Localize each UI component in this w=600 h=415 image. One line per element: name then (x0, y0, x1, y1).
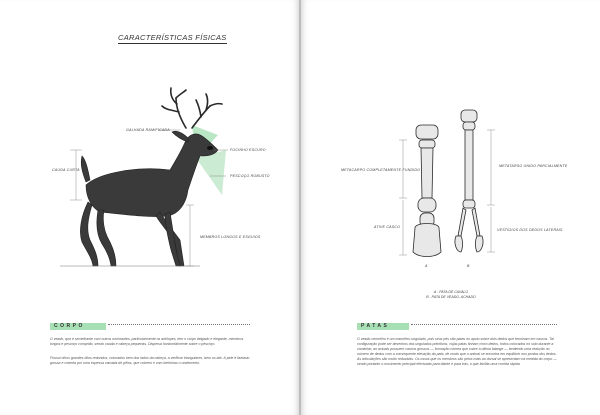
label-metatarso: METATARSO UNIDO PARCIALMENTE (499, 164, 568, 168)
caption-line: A - PATA DE CAVALO (433, 290, 469, 294)
page-title: CARACTERÍSTICAS FÍSICAS (118, 33, 227, 42)
section-header-corpo (50, 323, 106, 330)
label-neck: PESCOÇO ROBUSTO (230, 174, 270, 178)
body-paragraph: Possui olhos grandes bilos redondos, colocados bem dos lados da cabeça, a verificar triangulares, bem os ativ. A pele é fantasio grossa e coberta por uma espessa camada de pêlos, que cobrem e com beirinhas o ondemento. (50, 356, 250, 365)
label-antlers: GALHADA RAMIFICADA (126, 128, 170, 132)
figure-caption (401, 290, 501, 300)
section-divider (108, 323, 250, 325)
label-limbs: MEMBROS LONGOS E ESGUIOS (200, 235, 261, 239)
right-page (301, 0, 600, 415)
label-metacarpo: METACARPO COMPLETAMENTE FUNDIDO (341, 168, 421, 172)
label-tail: CAUDA CURTA (52, 168, 80, 172)
section-divider (411, 323, 557, 325)
left-page (0, 0, 299, 415)
label-casco: ATIVE CASCO (374, 225, 401, 229)
section-title: CORPO (54, 323, 85, 329)
body-paragraph: O veado, que é semelhante com outros ruminantes, particularmente os antílopes, tem o corpo delgado e elegante, membros longos e pescoço comprido, sendo cauda e cabeça pequenas. Dispersa horizontalmente sobre o pescoço. (50, 337, 244, 346)
caption-line: B - PATA DE VEADO, ACHADO (426, 295, 476, 299)
section-header-patas (357, 323, 409, 330)
body-paragraph: O veado-vermelho é um mamífero ungulado, pois seus pés são patas no apoio sobre dois dedos que terminam em cascos. Tal configuração pode ser desenhos dos ungulados primitivos, cujas patas tinham cinco dedos, todos colocados no solo durante a caminhar, ao actuais possuem cascos grossos — formação córnea que cobre a última falange — tendendo uma redução no número de dedos com a consequente elevação da pata, de modo que o animal se encontra em equilíbrio nos pontas dos dedos. As articulações são muito reduzidas. Os ossos que os membros são pelos mais ao dorsal se apresentam na medida do corpo — sendo portanto o movimento principal efectuado para diante e para trás, o que facilita uma corrida rápida. (357, 337, 557, 366)
section-title: PATAS (361, 323, 390, 329)
figure-letter-b: B (467, 264, 470, 268)
label-vestigios: VESTÍGIOS DOS DEDOS LATERAIS (497, 228, 563, 232)
figure-letter-a: A (425, 264, 428, 268)
label-snout: FOCINHO ESCURO (230, 148, 266, 152)
